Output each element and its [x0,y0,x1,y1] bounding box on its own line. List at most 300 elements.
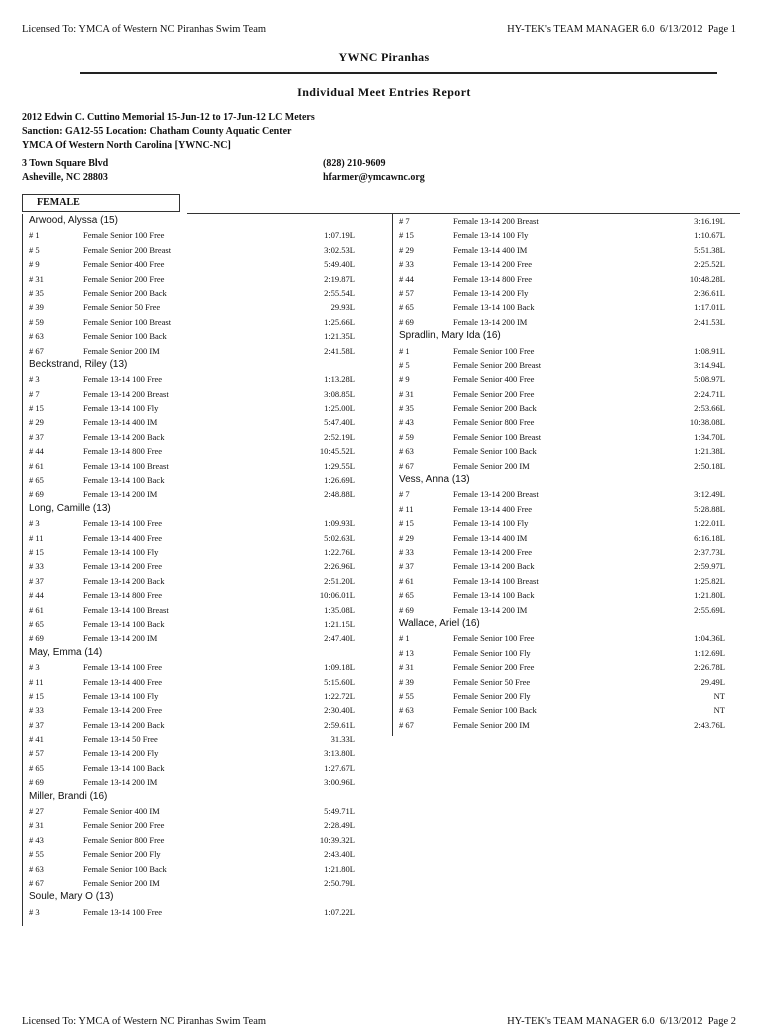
event-number: # 63 [399,705,414,716]
event-number: # 63 [29,331,44,342]
entry-row [23,487,393,501]
entry-time: 2:37.73L [694,546,725,557]
swimmer-name: May, Emma (14) [29,646,103,658]
entry-time: 2:41.53L [694,316,725,327]
event-name: Female 13-14 200 IM [453,604,528,615]
entry-row [23,876,393,890]
entry-time: 2:28.49L [324,820,355,831]
entry-time: 2:50.18L [694,460,725,471]
event-number: # 3 [29,374,40,385]
event-number: # 61 [399,575,414,586]
entry-time: 2:26.96L [324,561,355,572]
event-name: Female 13-14 200 Free [453,546,533,557]
entry-row [23,387,393,401]
event-number: # 9 [29,259,40,270]
event-name: Female 13-14 400 Free [453,503,533,514]
entry-time: 2:55.54L [324,287,355,298]
event-number: # 29 [399,244,414,255]
entry-row [393,459,763,473]
event-name: Female 13-14 200 Back [83,431,165,442]
meet-name: 2012 Edwin C. Cuttino Memorial 15-Jun-12 to 17-Jun-12 LC Meters [22,112,315,123]
entry-row [393,574,763,588]
entry-time: 1:04.36L [694,633,725,644]
entry-time: 5:28.88L [694,503,725,514]
entry-row [23,257,393,271]
event-name: Female 13-14 800 Free [453,273,533,284]
event-name: Female 13-14 200 Breast [83,388,169,399]
event-name: Female 13-14 200 Breast [453,216,539,226]
event-name: Female Senior 100 Breast [453,431,542,442]
entry-row [393,430,763,444]
event-name: Female Senior 200 IM [453,719,530,730]
entry-row [23,746,393,760]
event-number: # 44 [29,446,44,457]
entry-time: 2:50.79L [324,877,355,888]
entry-time: 3:08.85L [324,388,355,399]
entry-row [23,559,393,573]
event-number: # 29 [29,417,44,428]
entry-row [393,372,763,386]
event-name: Female 13-14 800 Free [83,446,163,457]
event-name: Female 13-14 200 Back [83,575,165,586]
footer-page-number: Page 2 [707,1016,736,1027]
page-number: Page 1 [707,24,736,35]
license-footer: Licensed To: YMCA of Western NC Piranhas Swim Team [22,1016,267,1027]
entry-time: 29.93L [330,302,355,313]
event-name: Female Senior 100 Breast [83,316,172,327]
event-number: # 31 [29,820,44,831]
entry-time: 3:02.53L [324,244,355,255]
entry-row [393,531,763,545]
event-number: # 57 [29,748,44,759]
event-name: Female Senior 200 IM [453,460,530,471]
entry-time: 2:48.88L [324,489,355,500]
entry-time: 1:26.69L [324,475,355,486]
event-name: Female 13-14 200 IM [83,777,158,788]
entry-time: 2:30.40L [324,705,355,716]
entry-time: NT [713,705,725,716]
event-number: # 44 [399,273,414,284]
entry-time: 1:21.35L [324,331,355,342]
event-number: # 69 [29,489,44,500]
entry-time: 2:19.87L [324,273,355,284]
entry-time: 2:25.52L [694,259,725,270]
entry-time: 1:10.67L [694,230,725,241]
entry-row [23,545,393,559]
entry-row [23,228,393,242]
event-number: # 7 [399,216,410,226]
event-name: Female 13-14 100 Back [453,302,535,313]
entry-row [393,300,763,314]
entry-row [23,905,393,919]
event-name: Female Senior 200 Breast [83,244,172,255]
event-name: Female Senior 200 Fly [453,690,531,701]
entry-row [23,473,393,487]
entry-row [393,444,763,458]
swimmer-name: Arwood, Alyssa (15) [29,215,118,226]
entry-time: 1:34.70L [694,431,725,442]
meet-info [22,111,315,153]
entry-time: 1:27.67L [324,762,355,773]
event-number: # 7 [29,388,40,399]
entry-row [23,588,393,602]
entry-time: 3:13.80L [324,748,355,759]
event-number: # 69 [29,777,44,788]
street-address: 3 Town Square Blvd [22,158,109,169]
event-number: # 5 [399,359,410,370]
event-number: # 65 [399,590,414,601]
city-state-zip: Asheville, NC 28803 [22,172,108,183]
entry-row [23,430,393,444]
event-number: # 61 [29,460,44,471]
event-number: # 59 [399,431,414,442]
entry-row [23,818,393,832]
swimmer-name: Spradlin, Mary Ida (16) [399,330,501,342]
event-number: # 3 [29,518,40,529]
event-number: # 11 [29,532,44,543]
entry-time: 2:36.61L [694,287,725,298]
entry-row [393,214,763,228]
event-number: # 65 [29,475,44,486]
team-address [22,157,108,185]
event-name: Female Senior 200 Fly [83,849,161,860]
event-number: # 65 [29,618,44,629]
event-number: # 69 [29,633,44,644]
event-number: # 39 [29,302,44,313]
event-name: Female Senior 200 Back [83,287,167,298]
event-number: # 1 [399,633,410,644]
footer-date: 6/13/2012 [659,1016,703,1027]
event-number: # 37 [29,575,44,586]
entry-time: 2:43.40L [324,849,355,860]
entry-row [393,703,763,717]
event-name: Female Senior 100 Free [453,345,535,356]
entry-time: 1:21.15L [324,618,355,629]
entry-row [23,631,393,645]
title-divider [80,72,717,74]
event-number: # 31 [399,388,414,399]
event-number: # 61 [29,604,44,615]
event-name: Female Senior 200 Free [453,388,535,399]
event-name: Female 13-14 50 Free [83,734,158,745]
entry-time: 1:07.19L [324,230,355,241]
entry-row [23,847,393,861]
entry-time: 5:49.40L [324,259,355,270]
entry-time: 1:17.01L [694,302,725,313]
entry-time: 10:38.08L [689,417,725,428]
meet-sanction: Sanction: GA12-55 Location: Chatham County Aquatic Center [22,126,292,137]
entry-row [393,387,763,401]
event-name: Female 13-14 100 Fly [83,690,159,701]
event-number: # 3 [29,906,40,917]
entry-row [23,703,393,717]
event-name: Female 13-14 100 Back [453,590,535,601]
event-name: Female 13-14 800 Free [83,590,163,601]
entry-time: 5:51.38L [694,244,725,255]
event-name: Female 13-14 400 IM [453,244,528,255]
event-name: Female 13-14 200 IM [453,316,528,327]
event-number: # 33 [29,561,44,572]
report-date: 6/13/2012 [659,24,703,35]
entry-row [393,228,763,242]
event-name: Female Senior 200 IM [83,345,160,356]
event-name: Female 13-14 200 Back [453,561,535,572]
event-name: Female Senior 400 Free [83,259,165,270]
event-number: # 55 [29,849,44,860]
entry-time: 3:14.94L [694,359,725,370]
event-number: # 7 [399,489,410,500]
entry-time: 5:08.97L [694,374,725,385]
entry-row [23,344,393,358]
event-number: # 33 [29,705,44,716]
entry-row [23,718,393,732]
event-number: # 65 [29,762,44,773]
event-number: # 59 [29,316,44,327]
event-name: Female 13-14 100 Breast [453,575,539,586]
entry-row [23,732,393,746]
event-name: Female 13-14 100 Free [83,662,163,673]
event-name: Female 13-14 100 Fly [453,518,529,529]
event-name: Female 13-14 200 IM [83,489,158,500]
entry-row [23,444,393,458]
event-number: # 11 [399,503,414,514]
entry-row [23,804,393,818]
event-number: # 9 [399,374,410,385]
event-number: # 41 [29,734,44,745]
entry-time: 10:39.32L [319,834,355,845]
swimmer-name: Wallace, Ariel (16) [399,617,480,629]
event-number: # 67 [29,345,44,356]
entry-row [23,300,393,314]
entry-row [393,545,763,559]
entry-time: 29.49L [700,676,725,687]
event-name: Female 13-14 100 Free [83,906,163,917]
entry-row [23,862,393,876]
entry-row [393,646,763,660]
event-number: # 67 [29,877,44,888]
event-number: # 15 [29,690,44,701]
event-name: Female Senior 800 Free [83,834,165,845]
entry-time: 2:24.71L [694,388,725,399]
event-name: Female 13-14 100 Back [83,618,165,629]
entry-row [23,833,393,847]
entry-time: 5:47.40L [324,417,355,428]
event-number: # 1 [29,230,40,241]
event-name: Female Senior 100 Free [83,230,165,241]
event-number: # 55 [399,690,414,701]
entry-row [393,272,763,286]
entry-row [393,257,763,271]
swimmer-name: Beckstrand, Riley (13) [29,358,128,370]
entry-time: 5:49.71L [324,806,355,817]
entry-time: 2:55.69L [694,604,725,615]
event-number: # 63 [29,863,44,874]
entry-time: 2:41.58L [324,345,355,356]
event-name: Female Senior 100 Back [83,863,167,874]
team-title: YWNC Piranhas [338,50,430,64]
event-number: # 43 [399,417,414,428]
entry-time: 31.33L [330,734,355,745]
entry-time: 10:45.52L [319,446,355,457]
entry-time: 6:16.18L [694,532,725,543]
event-name: Female 13-14 200 Fly [83,748,159,759]
entry-row [23,329,393,343]
event-name: Female Senior 100 Back [453,705,537,716]
entry-time: 1:12.69L [694,647,725,658]
entry-time: 1:22.76L [324,546,355,557]
event-name: Female 13-14 200 Free [83,705,163,716]
event-name: Female Senior 50 Free [453,676,531,687]
entry-time: 2:26.78L [694,662,725,673]
event-number: # 27 [29,806,44,817]
event-number: # 15 [29,403,44,414]
event-name: Female Senior 100 Fly [453,647,531,658]
event-number: # 5 [29,244,40,255]
event-name: Female 13-14 200 Back [83,719,165,730]
meet-organization: YMCA Of Western North Carolina [YWNC-NC] [22,140,231,151]
event-number: # 44 [29,590,44,601]
event-name: Female 13-14 100 Breast [83,604,169,615]
event-name: Female Senior 200 Free [453,662,535,673]
event-number: # 31 [29,273,44,284]
event-name: Female Senior 200 Back [453,403,537,414]
entry-time: 1:21.38L [694,446,725,457]
event-number: # 63 [399,446,414,457]
entry-row [23,531,393,545]
entry-time: 1:13.28L [324,374,355,385]
entry-row [393,487,763,501]
event-number: # 43 [29,834,44,845]
entry-time: 2:53.66L [694,403,725,414]
entry-time: NT [713,690,725,701]
event-name: Female Senior 100 Free [453,633,535,644]
entry-row [393,401,763,415]
entry-row [393,689,763,703]
entry-time: 1:08.91L [694,345,725,356]
event-number: # 37 [29,719,44,730]
software-name: HY-TEK's TEAM MANAGER 6.0 [507,24,655,35]
entry-row [23,603,393,617]
phone-number: (828) 210-9609 [323,158,386,169]
event-name: Female 13-14 100 Breast [83,460,169,471]
entry-row [23,675,393,689]
event-name: Female Senior 400 Free [453,374,535,385]
event-number: # 67 [399,719,414,730]
event-number: # 15 [29,546,44,557]
entries-column-left [22,214,393,926]
entry-row [23,689,393,703]
event-name: Female Senior 100 Back [453,446,537,457]
entry-row [23,761,393,775]
entry-row [23,775,393,789]
entry-time: 3:12.49L [694,489,725,500]
event-number: # 35 [399,403,414,414]
swimmer-name: Miller, Brandi (16) [29,790,108,802]
event-number: # 69 [399,316,414,327]
entry-row [393,718,763,732]
entries-column-right [392,214,763,736]
entry-row [23,272,393,286]
event-number: # 15 [399,230,414,241]
entry-time: 2:59.61L [324,719,355,730]
swimmer-name: Soule, Mary O (13) [29,891,114,903]
software-footer [507,1016,736,1027]
event-name: Female Senior 200 Free [83,273,165,284]
entry-row [23,315,393,329]
entry-time: 1:25.82L [694,575,725,586]
entry-row [393,675,763,689]
event-name: Female 13-14 200 IM [83,633,158,644]
entry-row [23,516,393,530]
event-name: Female Senior 50 Free [83,302,161,313]
event-name: Female 13-14 200 Free [453,259,533,270]
event-number: # 69 [399,604,414,615]
entry-time: 2:51.20L [324,575,355,586]
entry-row [23,286,393,300]
event-number: # 3 [29,662,40,673]
entry-time: 10:48.28L [689,273,725,284]
entry-time: 3:00.96L [324,777,355,788]
entry-time: 5:15.60L [324,676,355,687]
entry-time: 1:21.80L [324,863,355,874]
event-name: Female 13-14 100 Fly [83,403,159,414]
event-number: # 31 [399,662,414,673]
event-name: Female 13-14 100 Free [83,518,163,529]
email-address: hfarmer@ymcawnc.org [323,172,425,183]
entry-row [23,243,393,257]
event-number: # 37 [399,561,414,572]
event-number: # 37 [29,431,44,442]
entry-row [393,243,763,257]
event-name: Female Senior 100 Back [83,331,167,342]
entry-row [393,415,763,429]
event-number: # 33 [399,259,414,270]
event-name: Female Senior 200 IM [83,877,160,888]
event-number: # 33 [399,546,414,557]
entry-time: 1:22.72L [324,690,355,701]
report-title: Individual Meet Entries Report [297,85,471,99]
entry-time: 1:25.00L [324,403,355,414]
entry-row [393,559,763,573]
entry-time: 1:09.18L [324,662,355,673]
swimmer-name: Vess, Anna (13) [399,474,470,486]
license-header: Licensed To: YMCA of Western NC Piranhas Swim Team [22,24,267,35]
entry-row [23,415,393,429]
software-header [507,24,736,35]
team-contact [323,157,425,185]
entry-row [393,502,763,516]
entry-time: 5:02.63L [324,532,355,543]
event-number: # 11 [29,676,44,687]
event-name: Female 13-14 200 Fly [453,287,529,298]
event-name: Female 13-14 400 IM [83,417,158,428]
footer-software-name: HY-TEK's TEAM MANAGER 6.0 [507,1016,655,1027]
entry-time: 1:35.08L [324,604,355,615]
entry-time: 2:52.19L [324,431,355,442]
entry-row [23,459,393,473]
entry-time: 1:22.01L [694,518,725,529]
entry-row [393,603,763,617]
entry-row [393,588,763,602]
entry-time: 2:43.76L [694,719,725,730]
event-name: Female Senior 400 IM [83,806,160,817]
entry-time: 10:06.01L [319,590,355,601]
entry-row [393,516,763,530]
entry-row [23,372,393,386]
entry-time: 2:59.97L [694,561,725,572]
event-number: # 15 [399,518,414,529]
event-number: # 57 [399,287,414,298]
